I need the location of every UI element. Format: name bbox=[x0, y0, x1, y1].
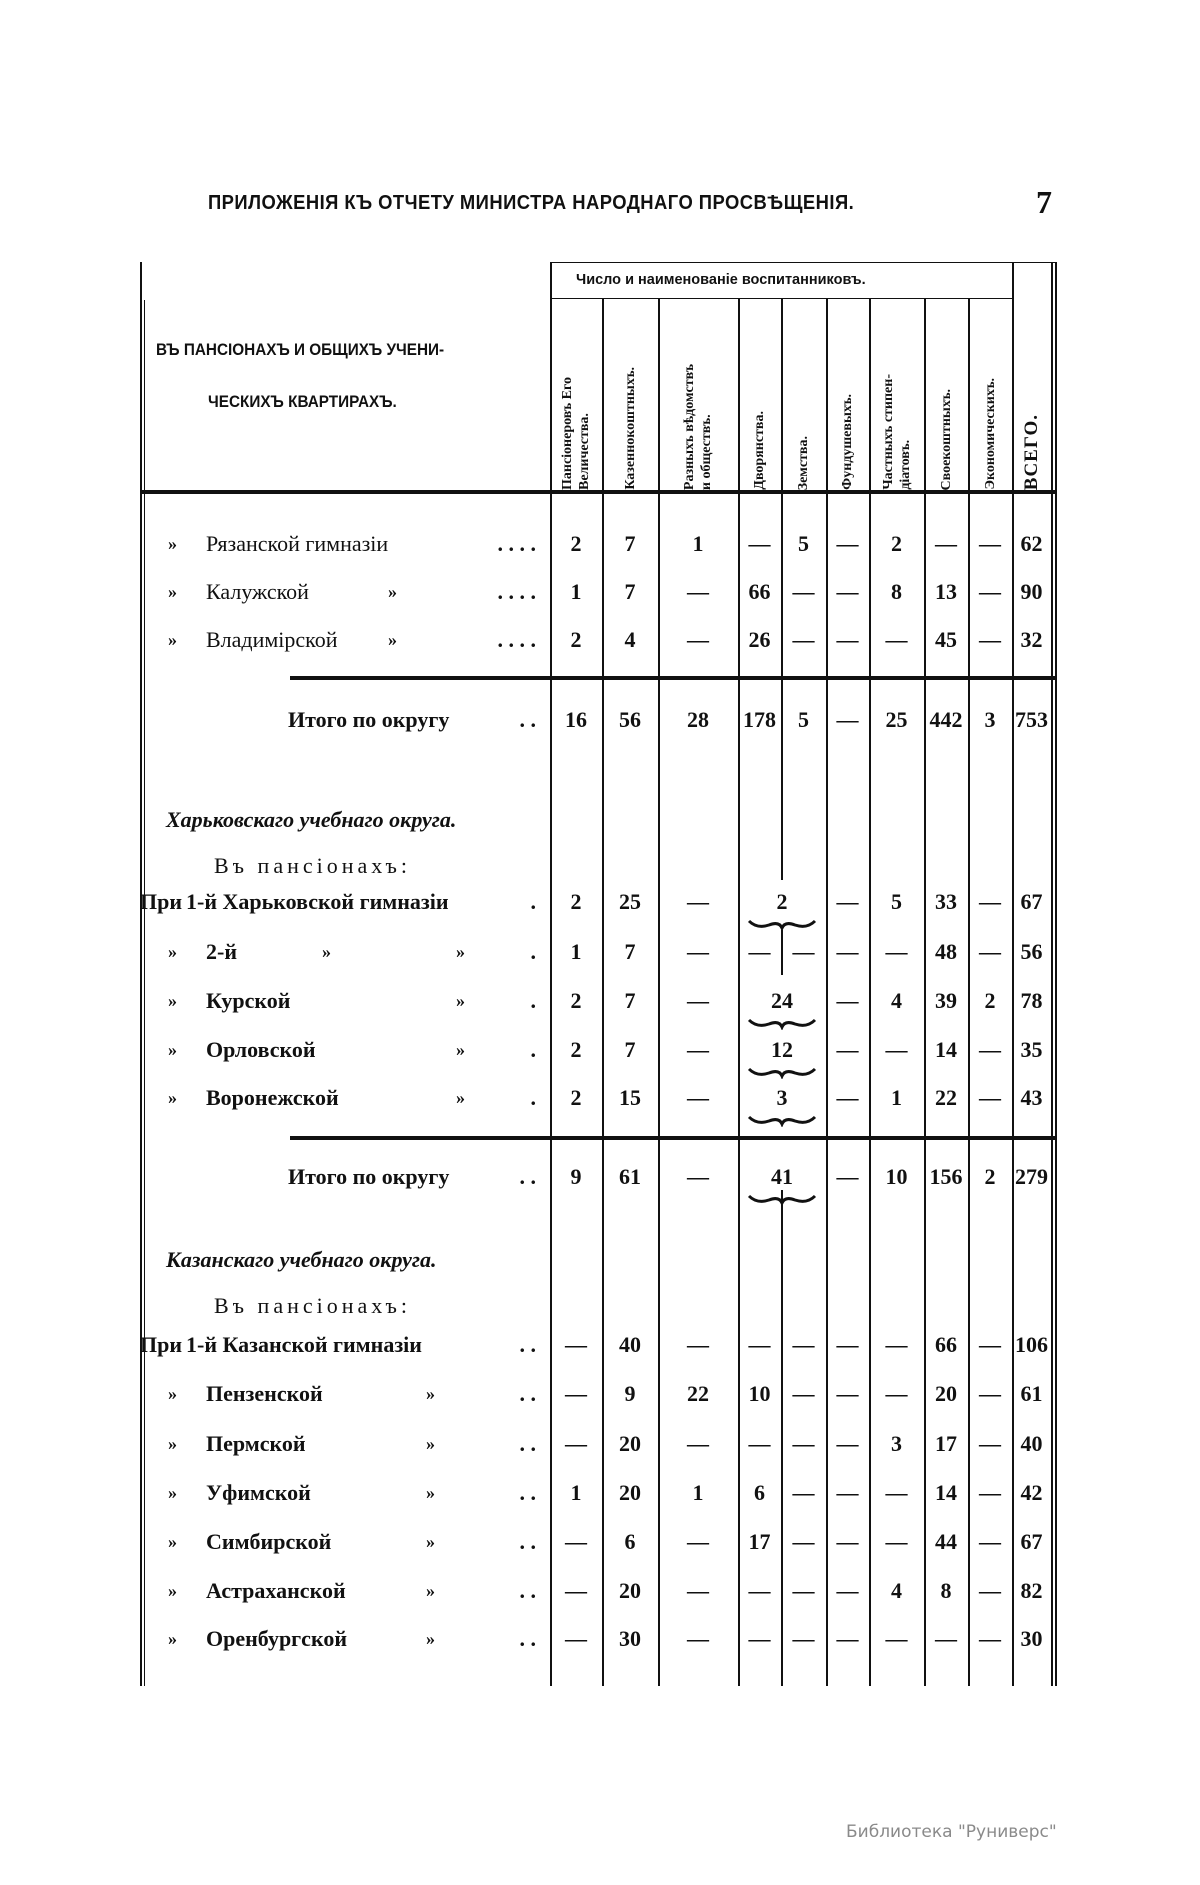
ditto-mark: » bbox=[322, 941, 331, 962]
table-cell: — bbox=[979, 1381, 1001, 1406]
table-cell: — bbox=[979, 939, 1001, 964]
section-heading: Казанскаго учебнаго округа. bbox=[166, 1247, 437, 1272]
table-cell: 14 bbox=[935, 1037, 957, 1062]
table-cell: — bbox=[748, 939, 771, 964]
table-cell: — bbox=[836, 1578, 859, 1603]
table-cell: — bbox=[836, 627, 859, 652]
left-border-inner bbox=[144, 300, 145, 1686]
column-header-label: Пансiонеровъ Его Величества. bbox=[560, 377, 592, 490]
ditto-mark: » bbox=[388, 581, 397, 602]
table-cell: — bbox=[836, 531, 859, 556]
table-cell: 20 bbox=[619, 1480, 641, 1505]
table-cell: 1 bbox=[692, 1480, 704, 1505]
row-label: Пензенской bbox=[206, 1381, 323, 1406]
row-prefix: При bbox=[140, 889, 183, 914]
ditto-mark: » bbox=[168, 533, 177, 554]
table-cell: — bbox=[836, 579, 859, 604]
table-cell: — bbox=[836, 939, 859, 964]
column-header-label: Экономическихъ. bbox=[982, 378, 998, 490]
table-cell: 3 bbox=[891, 1431, 902, 1456]
table-cell: — bbox=[748, 1431, 771, 1456]
table-cell: 2 bbox=[984, 988, 996, 1013]
dot-leader: . . bbox=[519, 1332, 536, 1357]
left-border bbox=[140, 262, 142, 1686]
table-cell: — bbox=[885, 1381, 908, 1406]
table-cell: — bbox=[979, 531, 1001, 556]
table-cell: — bbox=[792, 627, 815, 652]
table-cell: — bbox=[687, 1037, 709, 1062]
section-heading: Харьковскаго учебнаго округа. bbox=[166, 807, 457, 832]
table-cell: — bbox=[565, 1431, 587, 1456]
ditto-mark: » bbox=[168, 1087, 177, 1108]
table-cell: 90 bbox=[1020, 579, 1043, 604]
dot-leader: . . bbox=[519, 1480, 536, 1505]
row-label: Орловской bbox=[206, 1037, 316, 1062]
table-cell: — bbox=[836, 1037, 859, 1062]
ditto-mark: » bbox=[388, 629, 397, 650]
ditto-mark: » bbox=[426, 1433, 435, 1454]
column-header bbox=[968, 304, 1012, 490]
table-cell: 5 bbox=[798, 707, 809, 732]
column-header bbox=[1012, 304, 1051, 490]
ditto-mark: » bbox=[168, 1580, 177, 1601]
table-cell: 1 bbox=[570, 1480, 582, 1505]
table-cell: — bbox=[565, 1381, 587, 1406]
left-header-line1: ВЪ ПАНСIОНАХЪ И ОБЩИХЪ УЧЕНИ- bbox=[156, 340, 445, 359]
table-cell: — bbox=[792, 939, 815, 964]
table-cell: 45 bbox=[935, 627, 957, 652]
table-cell: 56 bbox=[619, 707, 641, 732]
table-cell: — bbox=[836, 1431, 859, 1456]
table-cell: 66 bbox=[748, 579, 771, 604]
column-header-label: Разныхъ вѣдомствъ и обществъ. bbox=[682, 363, 714, 490]
ditto-mark: » bbox=[168, 1482, 177, 1503]
brace-icon bbox=[747, 1114, 817, 1126]
table-cell: 7 bbox=[624, 1037, 636, 1062]
table-cell: 2 bbox=[984, 1164, 996, 1189]
table-cell: — bbox=[792, 1480, 815, 1505]
row-label: Калужской bbox=[206, 579, 309, 604]
table-cell: — bbox=[748, 1332, 771, 1357]
row-label: Уфимской bbox=[206, 1480, 311, 1505]
table-cell: — bbox=[836, 1332, 859, 1357]
table-cell: — bbox=[565, 1332, 587, 1357]
row-label: Оренбургской bbox=[206, 1626, 348, 1651]
table-cell: — bbox=[792, 1529, 815, 1554]
dot-leader: . . bbox=[519, 1626, 536, 1651]
table-cell: 62 bbox=[1020, 531, 1043, 556]
table-cell: 22 bbox=[687, 1381, 709, 1406]
total-label: Итого по округу bbox=[288, 1164, 450, 1189]
table-cell: — bbox=[885, 1480, 908, 1505]
column-divider bbox=[869, 298, 871, 1686]
table-cell: 2 bbox=[570, 889, 582, 914]
table-cell: 7 bbox=[624, 531, 636, 556]
table-cell: 39 bbox=[935, 988, 957, 1013]
dot-leader: . . bbox=[519, 1164, 536, 1189]
table-cell: — bbox=[687, 1578, 709, 1603]
table-cell: — bbox=[979, 1578, 1001, 1603]
table-cell: — bbox=[565, 1578, 587, 1603]
table-cell: 13 bbox=[935, 579, 957, 604]
table-cell: — bbox=[565, 1529, 587, 1554]
header-bottom-rule bbox=[140, 490, 1057, 494]
table-cell: 61 bbox=[1020, 1381, 1043, 1406]
table-cell: — bbox=[792, 1332, 815, 1357]
brace-icon bbox=[747, 918, 817, 930]
ditto-mark: » bbox=[168, 1039, 177, 1060]
ditto-mark: » bbox=[456, 1039, 465, 1060]
table-cell: 28 bbox=[687, 707, 709, 732]
column-header-label: Земства. bbox=[796, 435, 811, 490]
column-header bbox=[738, 304, 781, 490]
column-divider bbox=[781, 1230, 783, 1686]
table-cell: — bbox=[979, 1480, 1001, 1505]
table-cell: 30 bbox=[619, 1626, 641, 1651]
table-cell: 56 bbox=[1020, 939, 1043, 964]
column-header-label: Казеннокоштныхъ. bbox=[622, 367, 638, 490]
column-header-label: Частныхъ стипен- дiатовъ. bbox=[880, 374, 913, 490]
table-cell: 48 bbox=[935, 939, 957, 964]
table-cell: 5 bbox=[798, 531, 809, 556]
table-cell: 67 bbox=[1020, 889, 1043, 914]
table-cell: 7 bbox=[624, 988, 636, 1013]
table-cell: — bbox=[687, 1164, 709, 1189]
dot-leader: . . . . bbox=[497, 531, 536, 556]
table-cell: — bbox=[687, 988, 709, 1013]
column-divider bbox=[924, 298, 926, 1686]
table-cell: 2 bbox=[570, 531, 582, 556]
ditto-mark: » bbox=[168, 581, 177, 602]
ditto-mark: » bbox=[168, 990, 177, 1011]
ditto-mark: » bbox=[426, 1482, 435, 1503]
ditto-mark: » bbox=[168, 1433, 177, 1454]
table-cell: 106 bbox=[1015, 1332, 1048, 1357]
dot-leader: . . bbox=[519, 1529, 536, 1554]
table-cell: 42 bbox=[1020, 1480, 1043, 1505]
dot-leader: . . bbox=[519, 1381, 536, 1406]
ditto-mark: » bbox=[168, 1628, 177, 1649]
column-header-label: Фундушевыхъ. bbox=[840, 394, 855, 490]
table-cell: — bbox=[836, 1085, 859, 1110]
row-label: Рязанской гимназiи bbox=[206, 531, 389, 556]
row-prefix: При bbox=[140, 1332, 183, 1357]
table-cell: — bbox=[836, 889, 859, 914]
table-cell: — bbox=[885, 627, 908, 652]
table-cell: — bbox=[792, 1381, 815, 1406]
column-header bbox=[550, 304, 602, 490]
row-label: Астраханской bbox=[206, 1578, 346, 1603]
brace-icon bbox=[747, 1017, 817, 1029]
table-cell: 32 bbox=[1020, 627, 1043, 652]
table-cell: 40 bbox=[619, 1332, 641, 1357]
table-cell: — bbox=[687, 889, 709, 914]
column-divider bbox=[781, 930, 783, 975]
ditto-mark: » bbox=[456, 941, 465, 962]
table-cell: — bbox=[687, 1332, 709, 1357]
dot-leader: . bbox=[530, 1037, 536, 1062]
table-cell: — bbox=[792, 1626, 815, 1651]
table-cell: 2 bbox=[570, 1037, 582, 1062]
ditto-mark: » bbox=[456, 990, 465, 1011]
column-header-label: ВСЕГО. bbox=[1021, 413, 1042, 490]
table-cell: 178 bbox=[743, 707, 776, 732]
table-cell: — bbox=[885, 939, 908, 964]
dot-leader: . . . . bbox=[497, 579, 536, 604]
table-cell: 1 bbox=[692, 531, 704, 556]
table-cell: 82 bbox=[1020, 1578, 1043, 1603]
table-cell: 41 bbox=[771, 1164, 793, 1189]
table-cell: — bbox=[748, 531, 771, 556]
table-cell: 6 bbox=[624, 1529, 636, 1554]
column-header bbox=[781, 304, 826, 490]
table-cell: — bbox=[979, 627, 1001, 652]
table-cell: 9 bbox=[570, 1164, 582, 1189]
dot-leader: . . bbox=[519, 1578, 536, 1603]
table-cell: — bbox=[885, 1529, 908, 1554]
dot-leader: . . bbox=[519, 1431, 536, 1456]
table-cell: — bbox=[979, 889, 1001, 914]
column-divider bbox=[658, 298, 660, 1686]
column-header-label: Дворянства. bbox=[752, 411, 767, 490]
table-cell: 16 bbox=[565, 707, 587, 732]
table-cell: — bbox=[792, 1578, 815, 1603]
ditto-mark: » bbox=[168, 1383, 177, 1404]
table-cell: — bbox=[979, 1085, 1001, 1110]
page-number: 7 bbox=[1036, 184, 1052, 220]
dot-leader: . bbox=[530, 1085, 536, 1110]
row-label: Пермской bbox=[206, 1431, 306, 1456]
table-cell: 66 bbox=[935, 1332, 957, 1357]
table-cell: 44 bbox=[935, 1529, 957, 1554]
table-cell: 17 bbox=[748, 1529, 771, 1554]
column-divider bbox=[738, 298, 740, 1686]
column-divider bbox=[826, 298, 828, 1686]
table-cell: 8 bbox=[891, 579, 902, 604]
table-cell: 156 bbox=[929, 1164, 963, 1189]
table-cell: — bbox=[792, 1431, 815, 1456]
table-cell: — bbox=[687, 939, 709, 964]
ditto-mark: » bbox=[426, 1531, 435, 1552]
table-cell: — bbox=[885, 1626, 908, 1651]
column-header bbox=[869, 304, 924, 490]
table-cell: 33 bbox=[935, 889, 957, 914]
table-cell: — bbox=[836, 1164, 859, 1189]
table-cell: 22 bbox=[935, 1085, 957, 1110]
column-header bbox=[602, 304, 658, 490]
header-top-rule bbox=[550, 262, 1055, 263]
dot-leader: . . . . bbox=[497, 627, 536, 652]
subsection-heading: Въ пансiонахъ: bbox=[214, 853, 411, 878]
table-cell: 2 bbox=[570, 988, 582, 1013]
row-label: 1-й Казанской гимназiи bbox=[186, 1332, 422, 1357]
table-cell: 753 bbox=[1015, 707, 1048, 732]
row-label: 2-й bbox=[206, 939, 238, 964]
table-cell: 279 bbox=[1015, 1164, 1048, 1189]
row-label: Курской bbox=[206, 988, 291, 1013]
table-cell: — bbox=[565, 1626, 587, 1651]
total-rule-kharkov bbox=[290, 1136, 1057, 1140]
table-cell: — bbox=[979, 1626, 1001, 1651]
brace-icon bbox=[747, 1066, 817, 1078]
column-header bbox=[924, 304, 968, 490]
table-cell: — bbox=[979, 579, 1001, 604]
table-cell: 26 bbox=[748, 627, 771, 652]
table-cell: 1 bbox=[570, 939, 582, 964]
table-cell: 7 bbox=[624, 939, 636, 964]
table-cell: 61 bbox=[619, 1164, 641, 1189]
table-cell: — bbox=[885, 1037, 908, 1062]
table-cell: 6 bbox=[754, 1480, 765, 1505]
table-cell: — bbox=[836, 1381, 859, 1406]
table-cell: 14 bbox=[935, 1480, 957, 1505]
table-cell: — bbox=[979, 1431, 1001, 1456]
table-cell: 17 bbox=[935, 1431, 957, 1456]
table-cell: — bbox=[792, 579, 815, 604]
table-cell: — bbox=[885, 1332, 908, 1357]
table-cell: — bbox=[748, 1578, 771, 1603]
ditto-mark: » bbox=[168, 941, 177, 962]
table-cell: 78 bbox=[1020, 988, 1043, 1013]
table-cell: — bbox=[687, 579, 709, 604]
table-cell: 1 bbox=[570, 579, 582, 604]
table-cell: 3 bbox=[776, 1085, 788, 1110]
table-cell: 20 bbox=[619, 1578, 641, 1603]
column-header bbox=[826, 304, 869, 490]
table-cell: 2 bbox=[776, 889, 788, 914]
table-cell: 1 bbox=[891, 1085, 902, 1110]
dot-leader: . . bbox=[519, 707, 536, 732]
table-cell: 15 bbox=[619, 1085, 641, 1110]
table-cell: 24 bbox=[771, 988, 793, 1013]
ditto-mark: » bbox=[426, 1628, 435, 1649]
table-cell: — bbox=[836, 1529, 859, 1554]
running-head: ПРИЛОЖЕНIЯ КЪ ОТЧЕТУ МИНИСТРА НАРОДНАГО ПРОСВѢЩЕНIЯ. bbox=[208, 192, 855, 214]
table-cell: 4 bbox=[891, 988, 902, 1013]
column-header bbox=[658, 304, 738, 490]
table-cell: — bbox=[687, 1085, 709, 1110]
table-cell: 12 bbox=[771, 1037, 793, 1062]
table-cell: — bbox=[979, 1037, 1001, 1062]
table-cell: — bbox=[836, 1480, 859, 1505]
brace-icon bbox=[747, 1193, 817, 1205]
table-cell: 2 bbox=[570, 1085, 582, 1110]
dot-leader: . bbox=[530, 939, 536, 964]
table-cell: 4 bbox=[891, 1578, 902, 1603]
group-header: Число и наименованiе воспитанниковъ. bbox=[576, 272, 866, 288]
table-cell: 10 bbox=[748, 1381, 771, 1406]
table-cell: 20 bbox=[619, 1431, 641, 1456]
table-cell: 442 bbox=[929, 707, 963, 732]
ditto-mark: » bbox=[426, 1383, 435, 1404]
right-border-outer bbox=[1055, 262, 1057, 1686]
table-cell: — bbox=[979, 1529, 1001, 1554]
table-cell: 20 bbox=[935, 1381, 957, 1406]
table-cell: — bbox=[687, 1431, 709, 1456]
column-divider bbox=[602, 298, 604, 1686]
table-cell: 4 bbox=[624, 627, 636, 652]
table-cell: 9 bbox=[624, 1381, 636, 1406]
right-border bbox=[1051, 262, 1053, 1686]
table-cell: 7 bbox=[624, 579, 636, 604]
total-label: Итого по округу bbox=[288, 707, 450, 732]
table-cell: 2 bbox=[570, 627, 582, 652]
column-header-label: Своекоштныхъ. bbox=[938, 388, 954, 490]
row-label: Владимiрской bbox=[206, 627, 338, 652]
dot-leader: . bbox=[530, 988, 536, 1013]
table-cell: 35 bbox=[1020, 1037, 1043, 1062]
table-cell: 40 bbox=[1020, 1431, 1043, 1456]
table-cell: 2 bbox=[891, 531, 902, 556]
table-cell: 3 bbox=[984, 707, 996, 732]
table-cell: 25 bbox=[885, 707, 908, 732]
ditto-mark: » bbox=[456, 1087, 465, 1108]
table-cell: — bbox=[836, 988, 859, 1013]
table-cell: — bbox=[687, 1529, 709, 1554]
subsection-heading: Въ пансiонахъ: bbox=[214, 1293, 411, 1318]
table-cell: — bbox=[836, 707, 859, 732]
table-cell: 67 bbox=[1020, 1529, 1043, 1554]
ditto-mark: » bbox=[426, 1580, 435, 1601]
table-cell: — bbox=[748, 1626, 771, 1651]
table-cell: 8 bbox=[940, 1578, 952, 1603]
table-cell: — bbox=[935, 531, 957, 556]
table-cell: 10 bbox=[885, 1164, 908, 1189]
total-rule-moscow bbox=[290, 676, 1057, 680]
table-cell: 5 bbox=[891, 889, 902, 914]
table-cell: 30 bbox=[1020, 1626, 1043, 1651]
table-cell: — bbox=[687, 627, 709, 652]
ditto-mark: » bbox=[168, 629, 177, 650]
row-label: 1-й Харьковской гимназiи bbox=[186, 889, 449, 914]
library-watermark: Библиотека "Руниверс" bbox=[846, 1822, 1057, 1842]
column-divider bbox=[968, 298, 970, 1686]
table-cell: — bbox=[687, 1626, 709, 1651]
ditto-mark: » bbox=[168, 1531, 177, 1552]
table-cell: 43 bbox=[1020, 1085, 1043, 1110]
table-cell: — bbox=[836, 1626, 859, 1651]
table-cell: — bbox=[935, 1626, 957, 1651]
table-cell: 25 bbox=[619, 889, 641, 914]
row-label: Симбирской bbox=[206, 1529, 332, 1554]
row-label: Воронежской bbox=[206, 1085, 339, 1110]
left-header-line2: ЧЕСКИХЪ КВАРТИРАХЪ. bbox=[208, 392, 397, 411]
table-cell: — bbox=[979, 1332, 1001, 1357]
dot-leader: . bbox=[530, 889, 536, 914]
